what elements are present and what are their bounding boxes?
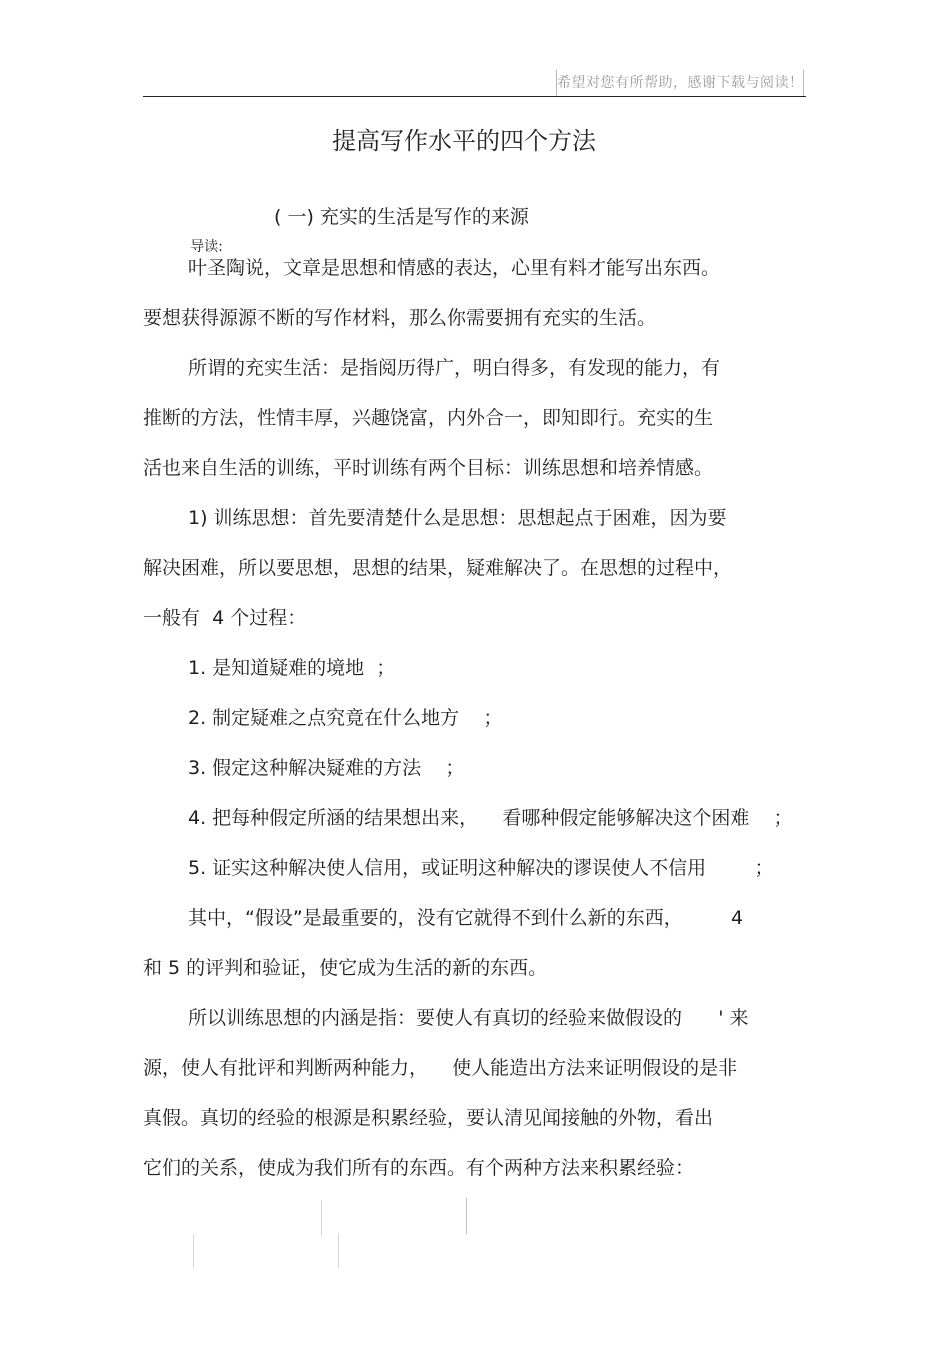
list-item: 5. 证实这种解决使人信用，或证明这种解决的谬误使人不信用 ； (188, 857, 774, 879)
section-heading: ( 一) 充实的生活是写作的来源 (274, 206, 529, 228)
scan-artifact-line (193, 1234, 194, 1268)
paragraph-line: 它们的关系，使成为我们所有的东西。有个两种方法来积累经验： (143, 1157, 695, 1179)
list-item: 4. 把每种假定所涵的结果想出来， 看哪种假定能够解决这个困难 ； (188, 807, 793, 829)
list-item: 3. 假定这种解决疑难的方法 ； (188, 757, 465, 779)
paragraph-line: 要想获得源源不断的写作材料，那么你需要拥有充实的生活。 (143, 307, 657, 329)
header-badge: 希望对您有所帮助，感谢下载与阅读！ (556, 70, 804, 96)
paragraph-line: 所以训练思想的内涵是指：要使人有真切的经验来做假设的 ' 来 (188, 1007, 749, 1029)
header-rule (143, 96, 806, 97)
guide-line (178, 206, 223, 260)
paragraph-line: 活也来自生活的训练，平时训练有两个目标：训练思想和培养情感。 (143, 457, 714, 479)
scan-artifact-line (321, 1200, 322, 1236)
paragraph-line: 叶圣陶说，文章是思想和情感的表达，心里有料才能写出东西。 (188, 257, 721, 279)
guide-label: 导读: (190, 239, 223, 255)
paragraph-line: 源，使人有批评和判断两种能力， 使人能造出方法来证明假设的是非 (143, 1057, 738, 1079)
paragraph-line: 1) 训练思想：首先要清楚什么是思想：思想起点于困难，因为要 (188, 507, 727, 529)
list-item: 1. 是知道疑难的境地 ； (188, 657, 396, 679)
paragraph-line: 真假。真切的经验的根源是积累经验，要认清见闻接触的外物，看出 (143, 1107, 714, 1129)
paragraph-line: 解决困难，所以要思想，思想的结果，疑难解决了。在思想的过程中， (143, 557, 733, 579)
paragraph-line: 其中，“假设”是最重要的，没有它就得不到什么新的东西， 4 (188, 907, 744, 929)
list-item: 2. 制定疑难之点究竟在什么地方 ； (188, 707, 503, 729)
paragraph-line: 和 5 的评判和验证，使它成为生活的新的东西。 (143, 957, 548, 979)
paragraph-line: 一般有 4 个过程： (143, 607, 307, 629)
document-title: 提高写作水平的四个方法 (332, 127, 596, 155)
paragraph-line: 所谓的充实生活：是指阅历得广，明白得多，有发现的能力，有 (188, 357, 721, 379)
scan-artifact-line (466, 1198, 467, 1234)
scan-artifact-line (338, 1234, 339, 1268)
paragraph-line: 推断的方法，性情丰厚，兴趣饶富，内外合一，即知即行。充实的生 (143, 407, 714, 429)
